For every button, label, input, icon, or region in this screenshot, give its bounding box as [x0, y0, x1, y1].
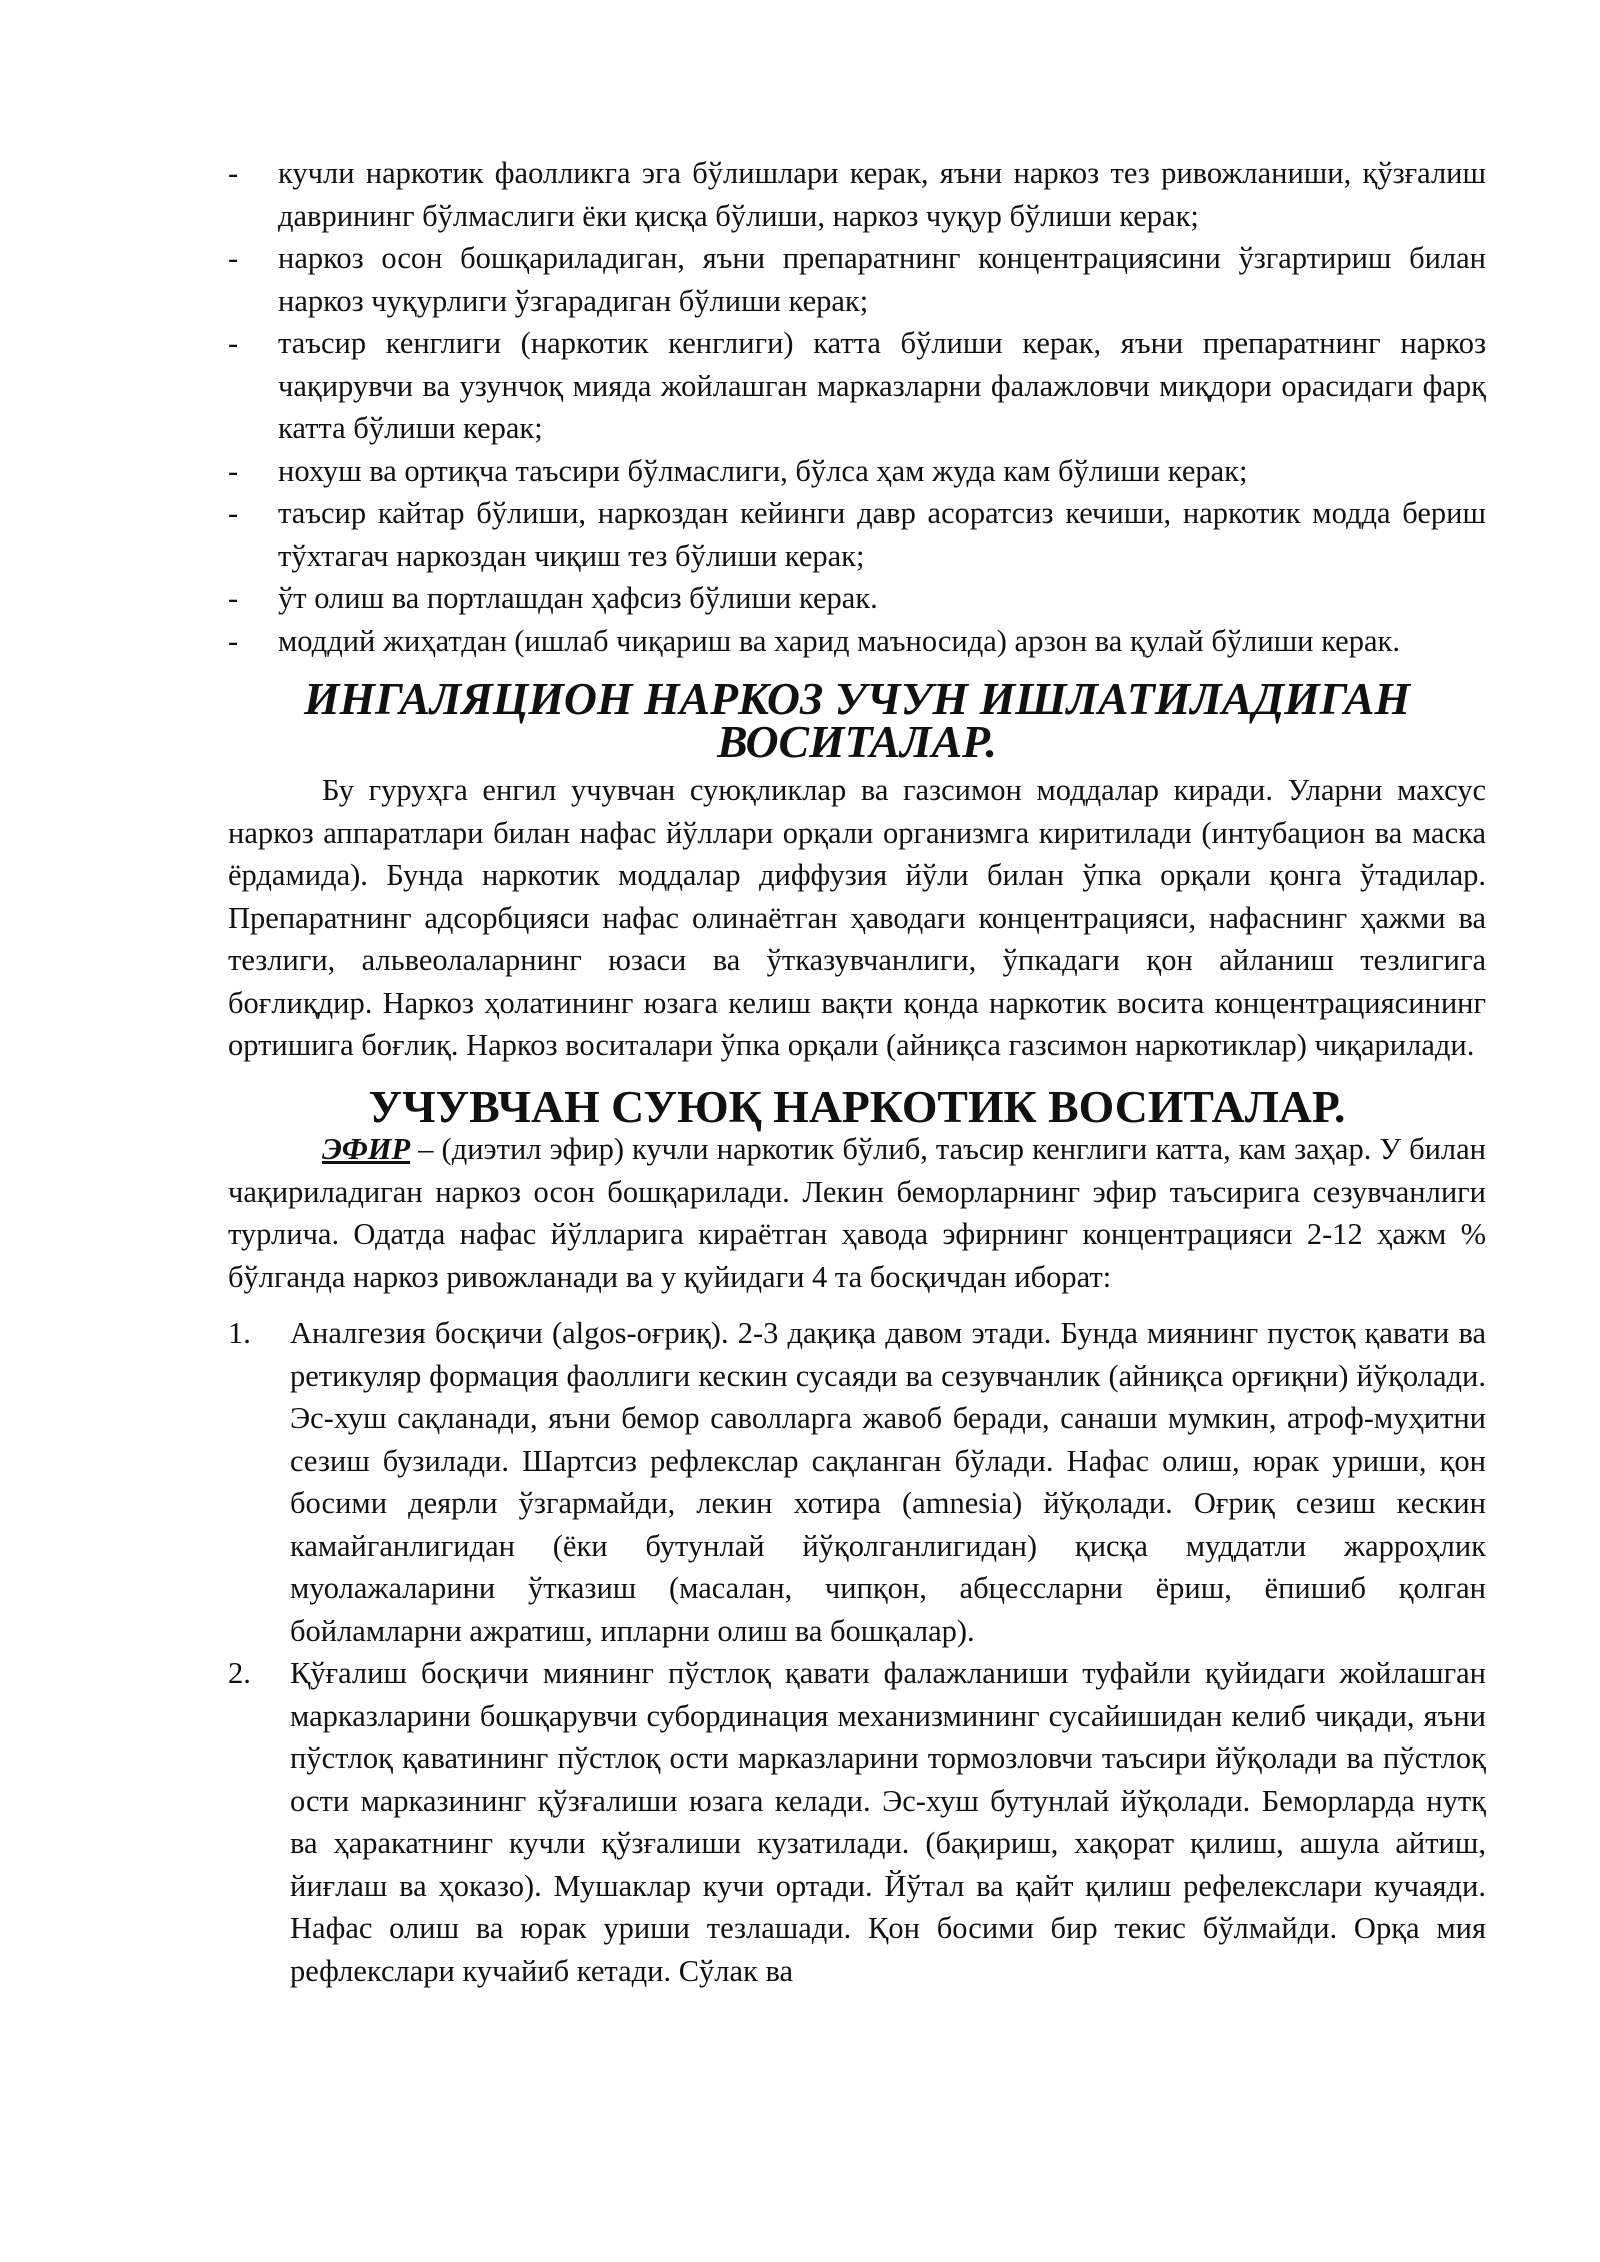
ether-description: – (диэтил эфир) кучли наркотик бўлиб, таъсир кенглиги катта, кам заҳар. У билан чақириладиган наркоз осон бошқарилади. Лекин беморларнинг эфир таъсирига сезувчанлиги турлича. Одатда нафас йўлларига кираётган ҳавода эфирнинг концентрацияси 2-12 ҳажм % бўлганда наркоз ривожланади ва у қуйидаги 4 та босқичдан иборат:: [228, 1132, 1486, 1294]
list-item: [228, 577, 1486, 620]
list-dash: -: [228, 623, 239, 658]
document-page: [228, 152, 1486, 1992]
list-dash: -: [228, 241, 239, 275]
list-item: [228, 152, 1486, 237]
list-dash: -: [228, 581, 239, 615]
list-dash: -: [228, 453, 239, 488]
list-item-text: кучли наркотик фаолликга эга бўлишлари керак, яъни наркоз тез ривожланиши, қўзғалиш даврининг бўлмаслиги ёки қисқа бўлиши, наркоз чуқур бўлиши керак;: [278, 156, 1486, 233]
stage-item: [228, 1652, 1486, 1992]
stage-number: 1.: [228, 1316, 251, 1350]
section-paragraph-inhalation: Бу гуруҳга енгил учувчан суюқликлар ва газсимон моддалар киради. Уларни махсус наркоз аппаратлари билан нафас йўллари орқали организмга киритилади (интубацион ва маска ёрдамида). Бунда наркотик моддалар диффузия йўли билан ўпка орқали қонга ўтадилар. Препаратнинг адсорбцияси нафас олинаётган ҳаводаги концентрацияси, нафаснинг ҳажми ва тезлиги, альвеолаларнинг юзаси ва ўтказувчанлиги, ўпкадаги қон айланиш тезлигига боғлиқдир. Наркоз ҳолатининг юзага келиш вақти қонда наркотик восита концентрациясининг ортишига боғлиқ. Наркоз воситалари ўпка орқали (айниқса газсимон наркотиклар) чиқарилади.: [228, 773, 1486, 1062]
list-dash: -: [228, 326, 239, 360]
list-item: [228, 450, 1486, 493]
stages-list: [228, 1312, 1486, 1992]
list-item: [228, 237, 1486, 322]
list-item-text: ўт олиш ва портлашдан ҳафсиз бўлиши керак.: [278, 581, 878, 615]
section-heading-inhalation: ИНГАЛЯЦИОН НАРКОЗ УЧУН ИШЛАТИЛАДИГАН ВОСИТАЛАР.: [303, 673, 1411, 767]
list-item-text: моддий жиҳатдан (ишлаб чиқариш ва харид маъносида) арзон ва қулай бўлиши керак.: [278, 623, 1400, 658]
list-item: [228, 322, 1486, 450]
stage-number: 2.: [228, 1656, 251, 1690]
section-heading-volatile-liquids: УЧУВЧАН СУЮҚ НАРКОТИК ВОСИТАЛАР.: [368, 1080, 1346, 1132]
section-paragraph-ether: [228, 1128, 1486, 1298]
list-item-text: наркоз осон бошқариладиган, яъни препаратнинг концентрациясини ўзгартириш билан наркоз чуқурлиги ўзгарадиган бўлиши керак;: [278, 241, 1486, 318]
stage-text: Аналгезия босқичи (algos-оғриқ). 2-3 дақиқа давом этади. Бунда миянинг пустоқ қавати ва ретикуляр формация фаоллиги кескин сусаяди ва сезувчанлик (айниқса орғиқни) йўқолади. Эс-хуш сақланади, яъни бемор саволларга жавоб беради, санаши мумкин, атроф-муҳитни сезиш бузилади. Шартсиз рефлекслар сақланган бўлади. Нафас олиш, юрак уриши, қон босими деярли ўзгармайди, лекин хотира (amnesia) йўқолади. Оғриқ сезиш кескин камайганлигидан (ёки бутунлай йўқолганлигидан) қисқа муддатли жарроҳлик муолажаларини ўтказиш (масалан, чипқон, абцессларни ёриш, ёпишиб қолган бойламларни ажратиш, ипларни олиш ва бошқалар).: [290, 1316, 1486, 1648]
list-item: [228, 620, 1486, 663]
list-dash: -: [228, 496, 239, 530]
list-item: [228, 492, 1486, 577]
list-item-text: таъсир кенглиги (наркотик кенглиги) катта бўлиши керак, яъни препаратнинг наркоз чақирувчи ва узунчоқ мияда жойлашган марказларни фалажловчи миқдори орасидаги фарқ катта бўлиши керак;: [278, 326, 1486, 445]
list-item-text: таъсир кайтар бўлиши, наркоздан кейинги давр асоратсиз кечиши, наркотик модда бериш тўхтагач наркоздан чиқиш тез бўлиши керак;: [278, 496, 1486, 573]
list-dash: -: [228, 156, 239, 190]
requirements-list: [228, 152, 1486, 662]
term-ether: ЭФИР: [322, 1132, 411, 1166]
list-item-text: нохуш ва ортиқча таъсири бўлмаслиги, бўлса ҳам жуда кам бўлиши керак;: [278, 453, 1248, 488]
stage-item: [228, 1312, 1486, 1652]
stage-text: Қўғалиш босқичи миянинг пўстлоқ қавати фалажланиши туфайли қуйидаги жойлашган марказларини бошқарувчи субординация механизмининг сусайишидан келиб чиқади, яъни пўстлоқ қаватининг пўстлоқ ости марказларини тормозловчи таъсири йўқолади ва пўстлоқ ости марказининг қўзғалиши юзага келади. Эс-хуш бутунлай йўқолади. Беморларда нутқ ва ҳаракатнинг кучли қўзғалиши кузатилади. (бақириш, хақорат қилиш, ашула айтиш, йиғлаш ва ҳоказо). Мушаклар кучи ортади. Йўтал ва қайт қилиш рефелекслари кучаяди. Нафас олиш ва юрак уриши тезлашади. Қон босими бир текис бўлмайди. Орқа мия рефлекслари кучайиб кетади. Сўлак ва: [290, 1656, 1486, 1988]
